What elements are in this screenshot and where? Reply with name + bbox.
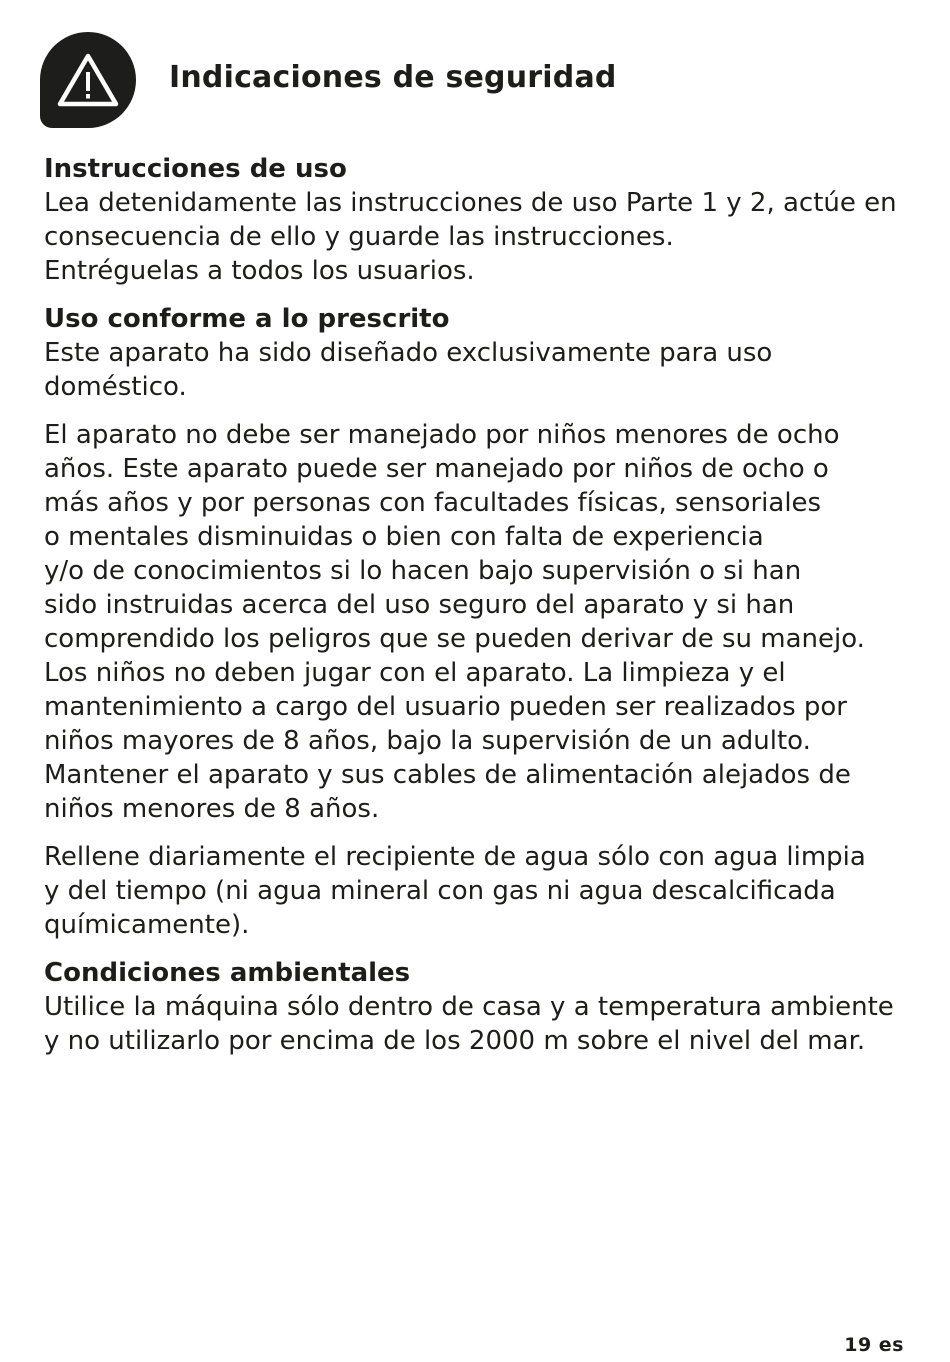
section-uso-conforme: [44, 302, 924, 404]
paragraph-ninos: [44, 418, 924, 826]
text-line: años. Este aparato puede ser manejado por niños de ocho o: [44, 454, 829, 484]
paragraph: [44, 990, 924, 1058]
text-line: Los niños no deben jugar con el aparato. La limpieza y el: [44, 658, 786, 688]
text-line: niños mayores de 8 años, bajo la supervisión de un adulto.: [44, 726, 811, 756]
text-line: Mantener el aparato y sus cables de alimentación alejados de: [44, 760, 851, 790]
text-line: doméstico.: [44, 372, 187, 402]
section-heading: Condiciones ambientales: [44, 958, 411, 988]
page-title: Indicaciones de seguridad: [169, 59, 617, 95]
text-line: químicamente).: [44, 910, 250, 940]
text-line: comprendido los peligros que se pueden derivar de su manejo.: [44, 624, 865, 654]
page-number: 19 es: [844, 1334, 904, 1356]
text-line: más años y por personas con facultades físicas, sensoriales: [44, 488, 822, 518]
section-heading: Instrucciones de uso: [44, 154, 347, 184]
paragraph-agua: [44, 840, 924, 942]
text-line: sido instruidas acerca del uso seguro del aparato y si han: [44, 590, 795, 620]
text-line: y/o de conocimientos si lo hacen bajo supervisión o si han: [44, 556, 802, 586]
text-line: Rellene diariamente el recipiente de agua sólo con agua limpia: [44, 842, 866, 872]
text-line: y del tiempo (ni agua mineral con gas ni agua descalcificada: [44, 876, 836, 906]
paragraph: [44, 336, 924, 404]
section-instrucciones-de-uso: [44, 152, 924, 288]
text-line: consecuencia de ello y guarde las instrucciones.: [44, 222, 674, 252]
text-line: Lea detenidamente las instrucciones de uso Parte 1 y 2, actúe en: [44, 188, 897, 218]
text-line: y no utilizarlo por encima de los 2000 m sobre el nivel del mar.: [44, 1026, 866, 1056]
text-line: El aparato no debe ser manejado por niños menores de ocho: [44, 420, 840, 450]
text-line: mantenimiento a cargo del usuario pueden ser realizados por: [44, 692, 847, 722]
text-line: niños menores de 8 años.: [44, 794, 380, 824]
text-line: o mentales disminuidas o bien con falta de experiencia: [44, 522, 764, 552]
paragraph: [44, 186, 924, 288]
warning-triangle-icon: [40, 32, 136, 128]
text-line: Entréguelas a todos los usuarios.: [44, 256, 475, 286]
text-line: Utilice la máquina sólo dentro de casa y a temperatura ambiente: [44, 992, 894, 1022]
section-condiciones-ambientales: [44, 956, 924, 1058]
page-header: [40, 32, 617, 128]
safety-content: [44, 152, 924, 1058]
section-heading: Uso conforme a lo prescrito: [44, 304, 450, 334]
text-line: Este aparato ha sido diseñado exclusivamente para uso: [44, 338, 773, 368]
